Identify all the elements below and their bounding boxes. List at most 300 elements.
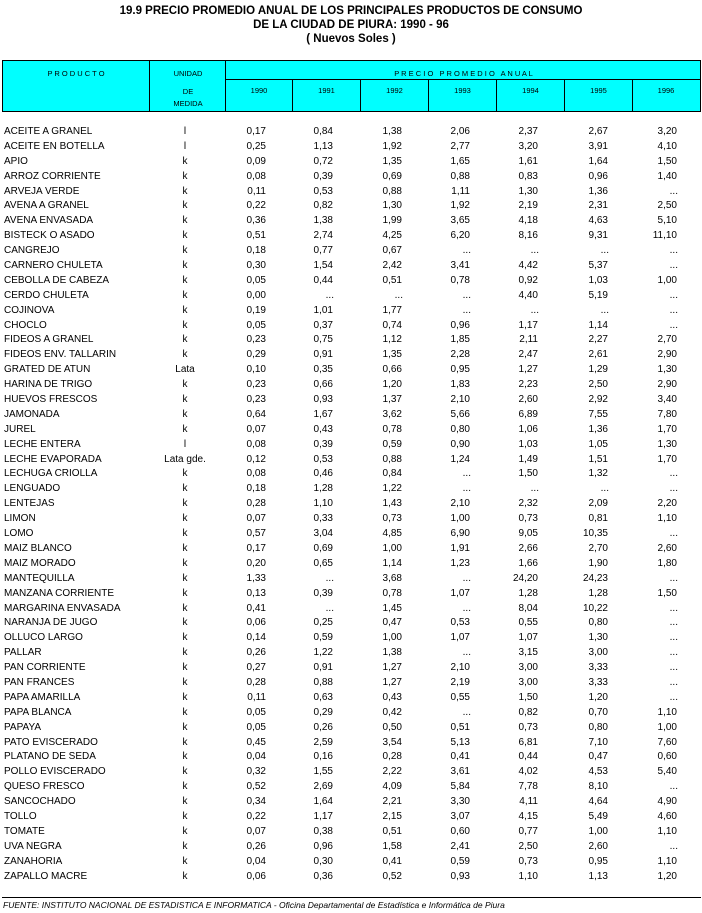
price-cell: 0,73 bbox=[518, 721, 538, 733]
price-cell: 2,10 bbox=[450, 498, 470, 510]
price-cell: 0,08 bbox=[246, 170, 266, 182]
price-cell: 1,77 bbox=[382, 304, 402, 316]
price-cell: 3,40 bbox=[657, 394, 677, 406]
price-cell: 0,51 bbox=[382, 274, 402, 286]
product-name: MARGARINA ENVASADA bbox=[4, 602, 121, 614]
unit-of-measure: k bbox=[182, 349, 188, 361]
price-cell: 0,88 bbox=[450, 170, 470, 182]
price-cell: 0,00 bbox=[246, 289, 266, 301]
unit-of-measure: k bbox=[182, 781, 188, 793]
price-cell: 1,38 bbox=[382, 126, 402, 137]
price-cell: 1,64 bbox=[588, 155, 608, 167]
price-cell: 0,88 bbox=[382, 453, 402, 465]
table-row bbox=[0, 467, 702, 482]
product-name: OLLUCO LARGO bbox=[4, 632, 83, 644]
price-cell: 2,69 bbox=[313, 781, 333, 793]
price-cell: 0,84 bbox=[313, 126, 333, 137]
price-cell: 0,47 bbox=[588, 751, 608, 763]
price-cell: 1,07 bbox=[450, 632, 470, 644]
price-cell: 0,55 bbox=[518, 617, 538, 629]
unit-of-measure: Lata gde. bbox=[164, 453, 206, 465]
price-cell: ... bbox=[669, 632, 678, 644]
price-cell: 0,72 bbox=[313, 155, 333, 167]
price-cell: ... bbox=[669, 676, 678, 688]
unit-of-measure: k bbox=[182, 245, 188, 257]
product-name: POLLO EVISCERADO bbox=[4, 766, 106, 778]
price-cell: 2,90 bbox=[657, 349, 677, 361]
price-cell: ... bbox=[462, 706, 471, 718]
price-cell: 0,07 bbox=[246, 825, 266, 837]
price-cell: 0,28 bbox=[246, 676, 266, 688]
product-name: CERDO CHULETA bbox=[4, 289, 89, 301]
product-name: HARINA DE TRIGO bbox=[4, 379, 93, 391]
price-cell: 2,31 bbox=[588, 200, 608, 212]
price-cell: 1,55 bbox=[313, 766, 333, 778]
price-cell: ... bbox=[462, 647, 471, 659]
unit-of-measure: k bbox=[182, 825, 188, 837]
product-name: PAPA BLANCA bbox=[4, 706, 72, 718]
price-cell: 6,90 bbox=[450, 528, 470, 540]
price-cell: 1,00 bbox=[657, 274, 677, 286]
price-cell: 10,22 bbox=[582, 602, 608, 614]
price-cell: 1,20 bbox=[588, 691, 608, 703]
price-cell: 6,89 bbox=[518, 408, 538, 420]
table-row bbox=[0, 438, 702, 453]
price-cell: 1,01 bbox=[313, 304, 333, 316]
price-cell: 1,90 bbox=[588, 557, 608, 569]
header-divider bbox=[360, 79, 361, 111]
price-cell: 1,20 bbox=[382, 379, 402, 391]
price-cell: 4,63 bbox=[588, 215, 608, 227]
price-cell: 0,05 bbox=[246, 319, 266, 331]
product-name: ZAPALLO MACRE bbox=[4, 870, 88, 882]
price-cell: 0,28 bbox=[382, 751, 402, 763]
price-cell: 2,41 bbox=[450, 840, 470, 852]
price-cell: 1,32 bbox=[588, 468, 608, 480]
header-producto: P R O D U C T O bbox=[47, 69, 105, 78]
unit-of-measure: k bbox=[182, 736, 188, 748]
price-cell: 2,06 bbox=[450, 126, 470, 137]
price-cell: ... bbox=[669, 781, 678, 793]
price-cell: 4,53 bbox=[588, 766, 608, 778]
table-row bbox=[0, 140, 702, 155]
price-cell: ... bbox=[462, 289, 471, 301]
price-cell: 1,65 bbox=[450, 155, 470, 167]
product-name: APIO bbox=[4, 155, 28, 167]
price-cell: 1,27 bbox=[382, 676, 402, 688]
table-row bbox=[0, 304, 702, 319]
price-cell: 9,31 bbox=[588, 230, 608, 242]
unit-of-measure: k bbox=[182, 587, 188, 599]
unit-of-measure: k bbox=[182, 766, 188, 778]
price-cell: 0,16 bbox=[313, 751, 333, 763]
price-cell: 1,10 bbox=[657, 706, 677, 718]
price-cell: 0,35 bbox=[313, 364, 333, 376]
price-cell: 2,19 bbox=[450, 676, 470, 688]
price-cell: 4,18 bbox=[518, 215, 538, 227]
price-cell: 3,68 bbox=[382, 572, 402, 584]
product-name: PAN CORRIENTE bbox=[4, 662, 86, 674]
price-cell: 2,32 bbox=[518, 498, 538, 510]
price-cell: 0,20 bbox=[246, 557, 266, 569]
price-cell: 0,37 bbox=[313, 319, 333, 331]
price-cell: 0,60 bbox=[657, 751, 677, 763]
product-name: PATO EVISCERADO bbox=[4, 736, 98, 748]
price-cell: 3,33 bbox=[588, 662, 608, 674]
price-cell: 1,83 bbox=[450, 379, 470, 391]
price-cell: 0,08 bbox=[246, 468, 266, 480]
price-cell: ... bbox=[462, 483, 471, 495]
unit-of-measure: k bbox=[182, 319, 188, 331]
product-name: LENGUADO bbox=[4, 483, 61, 495]
price-cell: 0,96 bbox=[450, 319, 470, 331]
price-cell: 0,81 bbox=[588, 513, 608, 525]
product-name: UVA NEGRA bbox=[4, 840, 62, 852]
price-cell: 1,92 bbox=[450, 200, 470, 212]
product-name: TOLLO bbox=[4, 810, 37, 822]
price-cell: 3,15 bbox=[518, 647, 538, 659]
table-subtitle: DE LA CIUDAD DE PIURA: 1990 - 96 bbox=[253, 19, 449, 31]
price-cell: 7,60 bbox=[657, 736, 677, 748]
price-cell: 2,50 bbox=[657, 200, 677, 212]
unit-of-measure: k bbox=[182, 706, 188, 718]
price-cell: 0,52 bbox=[246, 781, 266, 793]
product-name: AVENA A GRANEL bbox=[4, 200, 89, 212]
price-cell: 0,07 bbox=[246, 423, 266, 435]
price-cell: 1,37 bbox=[382, 394, 402, 406]
unit-of-measure: k bbox=[182, 423, 188, 435]
price-cell: 8,10 bbox=[588, 781, 608, 793]
table-row bbox=[0, 676, 702, 691]
table-row bbox=[0, 512, 702, 527]
price-cell: 2,60 bbox=[518, 394, 538, 406]
header-divider bbox=[632, 79, 633, 111]
price-cell: 2,60 bbox=[588, 840, 608, 852]
price-cell: 4,11 bbox=[519, 796, 538, 808]
price-cell: 0,91 bbox=[313, 349, 333, 361]
price-cell: ... bbox=[325, 572, 334, 584]
price-cell: 4,10 bbox=[657, 140, 677, 152]
price-cell: 0,41 bbox=[382, 855, 402, 867]
price-cell: 0,36 bbox=[246, 215, 266, 227]
unit-of-measure: k bbox=[182, 617, 188, 629]
price-cell: 1,27 bbox=[382, 662, 402, 674]
price-cell: 5,40 bbox=[657, 766, 677, 778]
price-cell: 0,53 bbox=[313, 453, 333, 465]
product-name: MANZANA CORRIENTE bbox=[4, 587, 115, 599]
product-name: LECHUGA CRIOLLA bbox=[4, 468, 98, 480]
table-row bbox=[0, 408, 702, 423]
price-cell: 3,33 bbox=[588, 676, 608, 688]
price-cell: 24,23 bbox=[582, 572, 608, 584]
price-cell: 1,00 bbox=[382, 632, 402, 644]
header-divider bbox=[225, 79, 701, 80]
price-cell: 8,04 bbox=[518, 602, 538, 614]
price-cell: 0,78 bbox=[382, 423, 402, 435]
price-cell: 0,51 bbox=[382, 825, 402, 837]
price-cell: 0,67 bbox=[382, 245, 402, 257]
price-cell: 1,38 bbox=[313, 215, 333, 227]
product-name: BISTECK O ASADO bbox=[4, 230, 95, 242]
price-cell: 1,36 bbox=[588, 185, 608, 197]
price-cell: 5,19 bbox=[588, 289, 608, 301]
price-cell: 1,13 bbox=[588, 870, 608, 882]
price-cell: ... bbox=[600, 483, 609, 495]
price-cell: 1,49 bbox=[518, 453, 538, 465]
unit-of-measure: k bbox=[182, 542, 188, 554]
price-cell: 9,05 bbox=[518, 528, 538, 540]
price-cell: ... bbox=[530, 483, 539, 495]
table-row bbox=[0, 214, 702, 229]
price-cell: 0,88 bbox=[382, 185, 402, 197]
unit-of-measure: k bbox=[182, 230, 188, 242]
price-cell: 4,02 bbox=[518, 766, 538, 778]
product-name: ARROZ CORRIENTE bbox=[4, 170, 101, 182]
price-cell: 1,00 bbox=[450, 513, 470, 525]
table-row bbox=[0, 259, 702, 274]
price-cell: 0,22 bbox=[246, 200, 266, 212]
price-cell: ... bbox=[325, 289, 334, 301]
unit-of-measure: k bbox=[182, 304, 188, 316]
price-cell: 7,55 bbox=[588, 408, 608, 420]
price-cell: 0,46 bbox=[313, 468, 333, 480]
price-cell: 4,60 bbox=[657, 810, 677, 822]
price-cell: 2,66 bbox=[518, 542, 538, 554]
product-name: PLATANO DE SEDA bbox=[4, 751, 96, 763]
price-cell: 1,50 bbox=[518, 691, 538, 703]
price-cell: 1,10 bbox=[518, 870, 538, 882]
source-note: FUENTE: INSTITUTO NACIONAL DE ESTADISTICA E INFORMATICA - Oficina Departamental de Estadística e Informática de Piura bbox=[3, 900, 505, 910]
unit-of-measure: k bbox=[182, 602, 188, 614]
footer-rule bbox=[2, 897, 701, 898]
price-cell: 1,06 bbox=[518, 423, 538, 435]
price-cell: 0,05 bbox=[246, 721, 266, 733]
price-cell: 4,90 bbox=[657, 796, 677, 808]
price-cell: 0,45 bbox=[246, 736, 266, 748]
header-year: 1991 bbox=[318, 86, 335, 95]
table-row bbox=[0, 244, 702, 259]
unit-of-measure: k bbox=[182, 468, 188, 480]
price-cell: 0,65 bbox=[313, 557, 333, 569]
product-name: PALLAR bbox=[4, 647, 42, 659]
price-cell: 1,35 bbox=[382, 349, 402, 361]
price-cell: 0,27 bbox=[246, 662, 266, 674]
price-cell: ... bbox=[462, 572, 471, 584]
price-cell: 0,23 bbox=[246, 394, 266, 406]
price-cell: 0,77 bbox=[313, 245, 333, 257]
product-name: SANCOCHADO bbox=[4, 796, 76, 808]
price-cell: 3,00 bbox=[518, 676, 538, 688]
price-cell: 1,80 bbox=[657, 557, 677, 569]
price-cell: 0,14 bbox=[246, 632, 266, 644]
header-year: 1990 bbox=[250, 86, 268, 95]
table-row bbox=[0, 527, 702, 542]
price-cell: ... bbox=[669, 468, 678, 480]
price-cell: 4,09 bbox=[382, 781, 402, 793]
product-name: FIDEOS A GRANEL bbox=[4, 334, 94, 346]
price-cell: 3,41 bbox=[450, 260, 470, 272]
price-cell: 5,10 bbox=[657, 215, 677, 227]
unit-of-measure: k bbox=[182, 408, 188, 420]
header-medida: MEDIDA bbox=[173, 99, 203, 108]
price-cell: ... bbox=[669, 260, 678, 272]
price-cell: 2,15 bbox=[382, 810, 402, 822]
price-cell: 0,41 bbox=[450, 751, 470, 763]
table-row bbox=[0, 602, 702, 617]
table-row bbox=[0, 348, 702, 363]
price-cell: 5,66 bbox=[450, 408, 470, 420]
price-cell: 3,62 bbox=[382, 408, 402, 420]
price-cell: 2,74 bbox=[313, 230, 333, 242]
table-row bbox=[0, 631, 702, 646]
unit-of-measure: k bbox=[182, 334, 188, 346]
table-row bbox=[0, 497, 702, 512]
price-cell: 0,18 bbox=[246, 245, 266, 257]
price-cell: ... bbox=[600, 304, 609, 316]
price-cell: 3,00 bbox=[518, 662, 538, 674]
price-cell: 1,50 bbox=[657, 155, 677, 167]
table-row bbox=[0, 616, 702, 631]
price-cell: 1,00 bbox=[588, 825, 608, 837]
price-cell: 0,60 bbox=[450, 825, 470, 837]
price-cell: 1,22 bbox=[382, 483, 402, 495]
price-cell: 0,23 bbox=[246, 379, 266, 391]
unit-of-measure: k bbox=[182, 260, 188, 272]
price-cell: 0,95 bbox=[450, 364, 470, 376]
price-cell: ... bbox=[669, 662, 678, 674]
price-cell: 1,22 bbox=[313, 647, 333, 659]
price-cell: 1,30 bbox=[518, 185, 538, 197]
product-name: PAN FRANCES bbox=[4, 676, 75, 688]
price-cell: 0,96 bbox=[313, 840, 333, 852]
price-cell: 1,36 bbox=[588, 423, 608, 435]
product-name: LECHE ENTERA bbox=[4, 438, 81, 450]
price-cell: 0,84 bbox=[382, 468, 402, 480]
unit-of-measure: k bbox=[182, 662, 188, 674]
price-cell: 0,30 bbox=[246, 260, 266, 272]
unit-of-measure: k bbox=[182, 155, 188, 167]
price-cell: 0,95 bbox=[588, 855, 608, 867]
price-cell: 1,00 bbox=[382, 542, 402, 554]
price-cell: 0,26 bbox=[246, 840, 266, 852]
product-name: CEBOLLA DE CABEZA bbox=[4, 274, 110, 286]
price-cell: 0,25 bbox=[313, 617, 333, 629]
product-name: MAIZ MORADO bbox=[4, 557, 76, 569]
price-cell: 2,28 bbox=[450, 349, 470, 361]
header-year: 1995 bbox=[590, 86, 607, 95]
product-name: ZANAHORIA bbox=[4, 855, 63, 867]
price-cell: ... bbox=[669, 528, 678, 540]
price-cell: 7,10 bbox=[588, 736, 608, 748]
price-cell: 0,13 bbox=[246, 587, 266, 599]
price-cell: 0,78 bbox=[382, 587, 402, 599]
price-cell: 0,57 bbox=[246, 528, 266, 540]
price-cell: 0,26 bbox=[313, 721, 333, 733]
price-cell: ... bbox=[669, 691, 678, 703]
price-cell: 1,40 bbox=[657, 170, 677, 182]
price-cell: 2,21 bbox=[382, 796, 402, 808]
price-cell: ... bbox=[462, 245, 471, 257]
price-cell: ... bbox=[669, 840, 678, 852]
price-cell: 1,24 bbox=[450, 453, 470, 465]
table-row bbox=[0, 363, 702, 378]
table-row bbox=[0, 661, 702, 676]
header-unidad: UNIDAD bbox=[173, 69, 203, 78]
price-cell: 0,59 bbox=[450, 855, 470, 867]
unit-of-measure: k bbox=[182, 855, 188, 867]
price-cell: 0,93 bbox=[313, 394, 333, 406]
product-name: LOMO bbox=[4, 528, 34, 540]
price-cell: 1,17 bbox=[518, 319, 538, 331]
product-name: LIMON bbox=[4, 513, 36, 525]
unit-of-measure: k bbox=[182, 840, 188, 852]
price-cell: 2,37 bbox=[518, 126, 538, 137]
price-cell: 1,92 bbox=[382, 140, 402, 152]
price-cell: 2,09 bbox=[588, 498, 608, 510]
price-cell: ... bbox=[669, 647, 678, 659]
table-row bbox=[0, 736, 702, 751]
unit-of-measure: k bbox=[182, 215, 188, 227]
price-cell: 2,10 bbox=[450, 662, 470, 674]
price-cell: 2,61 bbox=[588, 349, 608, 361]
header-divider bbox=[292, 79, 293, 111]
price-cell: 6,20 bbox=[450, 230, 470, 242]
price-cell: 0,26 bbox=[246, 647, 266, 659]
price-cell: 3,00 bbox=[588, 647, 608, 659]
price-cell: 0,47 bbox=[382, 617, 402, 629]
price-cell: 1,30 bbox=[382, 200, 402, 212]
price-cell: 0,36 bbox=[313, 870, 333, 882]
price-cell: 0,17 bbox=[246, 126, 266, 137]
price-cell: 4,40 bbox=[518, 289, 538, 301]
price-cell: 0,19 bbox=[246, 304, 266, 316]
header-divider bbox=[564, 79, 565, 111]
product-name: MAIZ BLANCO bbox=[4, 542, 72, 554]
header-precio-promedio: P R E C I O P R O M E D I O A N U A L bbox=[394, 69, 533, 78]
table-row bbox=[0, 750, 702, 765]
table-row bbox=[0, 170, 702, 185]
price-cell: 1,10 bbox=[313, 498, 333, 510]
price-cell: 1,35 bbox=[382, 155, 402, 167]
unit-of-measure: k bbox=[182, 810, 188, 822]
price-cell: 0,43 bbox=[313, 423, 333, 435]
price-cell: 2,59 bbox=[313, 736, 333, 748]
price-cell: 1,54 bbox=[313, 260, 333, 272]
unit-of-measure: k bbox=[182, 274, 188, 286]
table-row bbox=[0, 378, 702, 393]
price-cell: 2,20 bbox=[657, 498, 677, 510]
price-cell: 0,06 bbox=[246, 870, 266, 882]
price-cell: ... bbox=[669, 602, 678, 614]
price-cell: 0,30 bbox=[313, 855, 333, 867]
price-cell: 3,65 bbox=[450, 215, 470, 227]
price-cell: 0,07 bbox=[246, 513, 266, 525]
table-row bbox=[0, 810, 702, 825]
price-cell: 3,91 bbox=[588, 140, 608, 152]
price-cell: 1,45 bbox=[382, 602, 402, 614]
header-year: 1996 bbox=[657, 86, 675, 95]
unit-of-measure: l bbox=[183, 140, 187, 152]
price-cell: 1,91 bbox=[450, 542, 470, 554]
price-cell: 0,66 bbox=[382, 364, 402, 376]
table-row bbox=[0, 125, 702, 140]
price-cell: 0,38 bbox=[313, 825, 333, 837]
price-cell: 6,81 bbox=[518, 736, 538, 748]
price-cell: ... bbox=[462, 468, 471, 480]
product-name: CHOCLO bbox=[4, 319, 47, 331]
price-cell: 1,23 bbox=[450, 557, 470, 569]
price-cell: 1,11 bbox=[451, 185, 470, 197]
